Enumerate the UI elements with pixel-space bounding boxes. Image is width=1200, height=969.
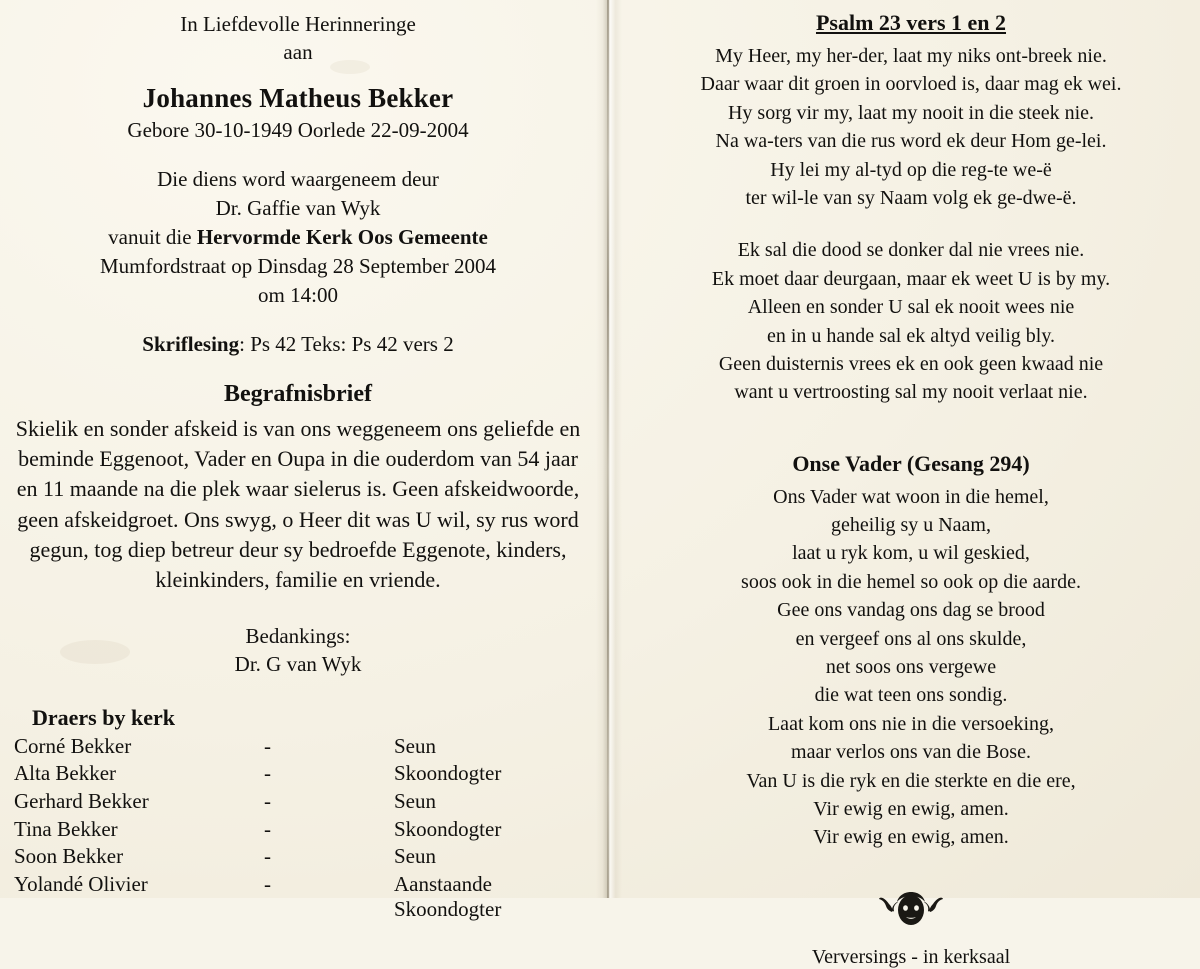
psalm-title-text: Psalm 23 vers 1 en 2	[815, 10, 1007, 35]
psalm-stanza-2	[636, 236, 1186, 406]
psalm-line: Daar waar dit groen in oorvloed is, daar mag ek wei.	[700, 73, 1122, 96]
prayer-title-paren-close: )	[1022, 450, 1030, 476]
table-row	[14, 871, 582, 924]
service-line-1: Die diens word waargeneem deur	[157, 166, 439, 191]
prayer-line: Vir ewig en ewig, amen.	[813, 797, 1009, 820]
paper-fold-crease	[596, 0, 622, 898]
acknowledgements-label: Bedankings:	[245, 623, 351, 648]
prayer-line: Vir ewig en ewig, amen.	[813, 826, 1009, 849]
prayer-line: maar verlos ons van die Bose.	[791, 741, 1031, 764]
pallbearers-table	[14, 733, 582, 924]
bearer-name: Gerhard Bekker	[14, 789, 149, 813]
bearer-name: Tina Bekker	[14, 816, 118, 841]
table-row	[14, 843, 582, 871]
service-address-date: Mumfordstraat op Dinsdag 28 September 2004	[99, 253, 497, 278]
table-row	[14, 788, 582, 816]
bearer-relation: Seun	[394, 844, 436, 869]
bearer-relation: Aanstaande Skoondogter	[394, 871, 502, 922]
scripture-value: : Ps 42 Teks: Ps 42 vers 2	[239, 331, 454, 356]
prayer-line: laat u ryk kom, u wil geskied,	[792, 542, 1030, 565]
bearer-relation: Skoondogter	[394, 816, 502, 841]
bearer-relation: Seun	[394, 789, 436, 813]
table-row	[14, 816, 582, 844]
psalm-line: Ek sal die dood se donker dal nie vrees nie.	[737, 239, 1085, 262]
psalm-line: Na wa-ters van die rus word ek deur Hom ge-lei.	[715, 130, 1107, 153]
prayer-title-main: Onse Vader	[792, 450, 907, 476]
prayer-title-hymn: Gesang 294	[914, 450, 1023, 476]
psalm-line: Hy sorg vir my, laat my nooit in die steek nie.	[727, 101, 1095, 124]
prayer-line: soos ook in die hemel so ook op die aarde.	[741, 570, 1081, 593]
refreshments-note: Verversings - in kerksaal	[811, 945, 1011, 968]
deceased-name: Johannes Matheus Bekker	[142, 82, 454, 113]
stanza-spacer	[636, 212, 1186, 230]
bearer-separator: -	[264, 844, 271, 869]
left-page-column	[0, 0, 596, 924]
bearer-separator: -	[264, 789, 271, 813]
service-venue-line	[14, 223, 582, 252]
psalm-stanza-1	[636, 42, 1186, 212]
service-details	[14, 165, 582, 310]
cherub-angel-icon	[636, 888, 1186, 938]
obituary-title: Begrafnisbrief	[224, 380, 372, 407]
prayer-line: net soos ons vergewe	[825, 656, 997, 679]
bearer-relation: Skoondogter	[394, 761, 502, 786]
psalm-line: ter wil-le van sy Naam volg ek ge-dwe-ë.	[745, 186, 1077, 209]
service-officiant: Dr. Gaffie van Wyk	[215, 195, 381, 220]
service-venue-prefix: vanuit die	[108, 224, 197, 249]
prayer-text	[636, 483, 1186, 852]
bearer-separator: -	[264, 871, 271, 896]
psalm-line: My Heer, my her-der, laat my niks ont-breek nie.	[715, 45, 1107, 67]
table-row	[14, 733, 582, 761]
prayer-title-paren-open: (	[906, 450, 915, 476]
prayer-line: en vergeef ons al ons skulde,	[795, 627, 1027, 650]
service-time: om 14:00	[258, 282, 338, 307]
psalm-title	[636, 10, 1186, 36]
psalm-line: Hy lei my al-tyd op die reg-te we-ë	[770, 158, 1052, 181]
bearer-separator: -	[264, 733, 271, 758]
acknowledgements	[14, 622, 582, 679]
psalm-line: Geen duisternis vrees ek en ook geen kwaad nie	[718, 352, 1104, 375]
scripture-label: Skriflesing	[142, 331, 240, 356]
obituary-text: Skielik en sonder afskeid is van ons weggeneem ons geliefde en beminde Eggenoot, Vader en Oupa in die ouderdom van 54 jaar en 11 maande na die plek waar sielerus is. Geen afskeidwoorde, geen afskeidgroet. Ons swyg, o Heer dit was U wil, sy rus word gegun, tog diep betreur deur sy bedroefde Eggenote, kinders, kleinkinders, familie en vriende.	[15, 415, 581, 593]
psalm-line: Alleen en sonder U sal ek nooit wees nie	[747, 296, 1075, 319]
prayer-title	[636, 451, 1186, 477]
prayer-line: Laat kom ons nie in die versoeking,	[767, 712, 1055, 735]
pallbearers-title: Draers by kerk	[32, 704, 175, 730]
bearer-separator: -	[264, 761, 271, 786]
table-row	[14, 760, 582, 788]
prayer-line: Ons Vader wat woon in die hemel,	[773, 485, 1049, 508]
prayer-line: geheilig sy u Naam,	[831, 514, 991, 537]
prayer-line: die wat teen ons sondig.	[814, 684, 1008, 707]
bearer-name: Alta Bekker	[14, 761, 117, 786]
acknowledgements-name: Dr. G van Wyk	[234, 652, 362, 677]
bearer-name: Soon Bekker	[14, 844, 124, 869]
psalm-line: en in u hande sal ek altyd veilig bly.	[766, 324, 1056, 347]
bearer-name: Yolandé Olivier	[14, 871, 148, 896]
memorial-intro-line-2: aan	[283, 40, 313, 65]
psalm-line: want u vertroosting sal my nooit verlaat nie.	[734, 381, 1088, 404]
prayer-line: Gee ons vandag ons dag se brood	[777, 599, 1045, 622]
birth-death-dates: Gebore 30-10-1949 Oorlede 22-09-2004	[127, 117, 469, 142]
right-page-column	[622, 0, 1200, 969]
prayer-line: Van U is die ryk en die sterkte en die ere,	[746, 769, 1076, 792]
service-venue-name: Hervormde Kerk Oos Gemeente	[196, 224, 488, 249]
scripture-reading	[14, 332, 582, 357]
memorial-intro	[14, 10, 582, 67]
bearer-separator: -	[264, 816, 271, 841]
bearer-relation: Seun	[394, 733, 436, 758]
psalm-line: Ek moet daar deurgaan, maar ek weet U is by my.	[711, 267, 1111, 290]
memorial-intro-line-1: In Liefdevolle Herinneringe	[180, 12, 416, 36]
bearer-name: Corné Bekker	[14, 733, 132, 758]
